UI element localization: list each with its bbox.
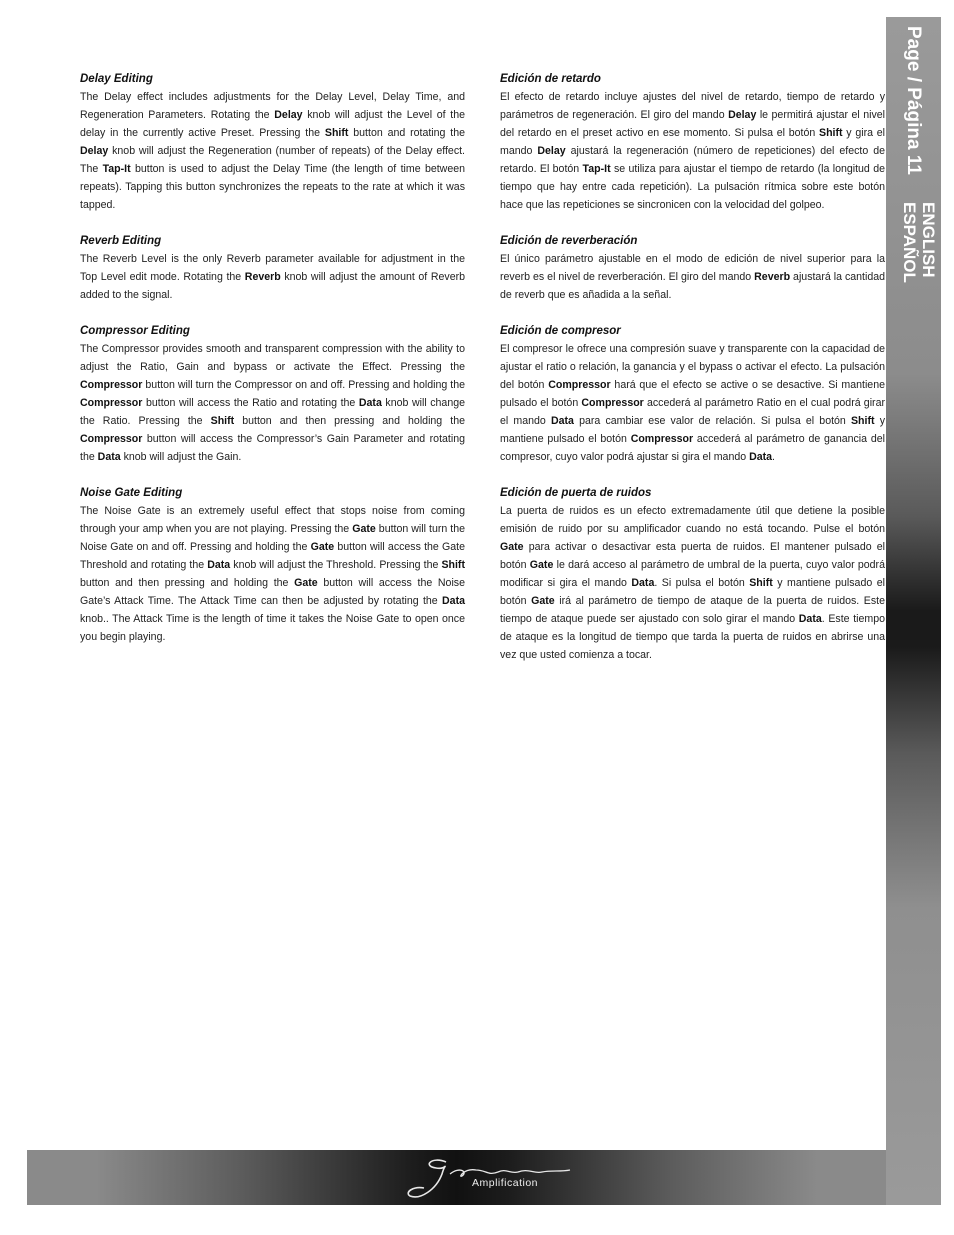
- section-edicion-reverberacion: [500, 232, 885, 304]
- language-labels: [900, 202, 938, 283]
- section-delay-editing: [80, 70, 465, 214]
- footer-bar: [27, 1150, 886, 1205]
- section-noise-gate-editing: [80, 484, 465, 646]
- section-title: Compressor Editing: [80, 325, 190, 337]
- section-body: El único parámetro ajustable en el modo de edición de nivel superior para la reverb es el nivel de reverberación. El giro del mando Reverb ajustará la cantidad de reverb que es añadida a la señal.: [500, 253, 885, 301]
- section-edicion-compresor: [500, 322, 885, 466]
- section-body: La puerta de ruidos es un efecto extremadamente útil que detiene la posible emisión de ruido por su amplificador cuando no está tocando. Pulse el botón Gate para activar o desactivar esta puerta de ruidos. El mantener pulsado el botón Gate le dará acceso al parámetro de umbral de la puerta, cuyo valor podrá modificar si gira el mando Data. Si pulsa el botón Shift y mantiene pulsado el botón Gate irá al parámetro de tiempo de ataque de la puerta de ruidos. Este tiempo de ataque puede ser ajustado con solo girar el mando Data. Este tiempo de ataque es la longitud de tiempo que tarda la puerta de ruidos en abrirse una vez que usted comienza a tocar.: [500, 505, 885, 661]
- section-title: Edición de compresor: [500, 325, 621, 337]
- section-body: The Delay effect includes adjustments for the Delay Level, Delay Time, and Regeneration Parameters. Rotating the Delay knob will adjust the Level of the delay in the currently active Preset. Pressing the Shift button and rotating the Delay knob will adjust the Regeneration (number of repeats) of the Delay effect. The Tap-It button is used to adjust the Delay Time (the length of time between repeats). Tapping this button synchronizes the repeats to the rate at which it was tapped.: [80, 91, 466, 211]
- section-body: El compresor le ofrece una compresión suave y transparente con la capacidad de ajustar el ratio o relación, la ganancia y el bypass o activar el efecto. La pulsación del botón Compressor hará que el efecto se active o se desactive. Si mantiene pulsado el botón Compressor accederá al parámetro Ratio en el cual podrá girar el mando Data para cambiar ese valor de relación. Si pulsa el botón Shift y mantiene pulsado el botón Compressor accederá al parámetro de ganancia del compresor, cuyo valor podrá ajustar si gira el mando Data.: [500, 343, 885, 463]
- english-column: [80, 70, 465, 664]
- amplification-label: Amplification: [472, 1177, 539, 1189]
- section-title: Reverb Editing: [80, 235, 162, 247]
- section-edicion-retardo: [500, 70, 885, 214]
- language-espanol: ESPAÑOL: [900, 202, 919, 283]
- section-title: Noise Gate Editing: [80, 487, 183, 499]
- section-reverb-editing: [80, 232, 465, 304]
- page-sidebar: [886, 17, 941, 1205]
- section-title: Delay Editing: [80, 73, 153, 85]
- section-body: The Compressor provides smooth and transparent compression with the ability to adjust the Ratio, Gain and bypass or activate the Effect. Pressing the Compressor button will turn the Compressor on and off. Pressing and holding the Compressor button will access the Ratio and rotating the Data knob will change the Ratio. Pressing the Shift button and then pressing and holding the Compressor button will access the Compressor’s Gain Parameter and rotating the Data knob will adjust the Gain.: [80, 343, 465, 463]
- page-number-label: Page / Página 11: [903, 26, 924, 175]
- section-body: The Reverb Level is the only Reverb parameter available for adjustment in the Top Level edit mode. Rotating the Reverb knob will adjust the amount of Reverb added to the signal.: [80, 253, 465, 301]
- section-title: Edición de reverberación: [500, 235, 638, 247]
- section-body: El efecto de retardo incluye ajustes del nivel de retardo, tiempo de retardo y parámetros de regeneración. El giro del mando Delay le permitirá ajustar el nivel del retardo en el preset activo en ese momento. Si pulsa el botón Shift y gira el mando Delay ajustará la regeneración (número de repeticiones) del efecto de retardo. El botón Tap-It se utiliza para ajustar el tiempo de retardo (la longitud de tiempo que hay entre cada repetición). La pulsación rítmica sobre este botón hace que las repeticiones se sincronicen con la velocidad del golpeo.: [500, 91, 885, 211]
- section-edicion-puerta-ruidos: [500, 484, 885, 664]
- spanish-column: [500, 70, 885, 682]
- section-compressor-editing: [80, 322, 465, 466]
- section-title: Edición de retardo: [500, 73, 601, 85]
- language-english: ENGLISH: [919, 202, 938, 278]
- section-body: The Noise Gate is an extremely useful effect that stops noise from coming through your amp when you are not playing. Pressing the Gate button will turn the Noise Gate on and off. Pressing and holding the Gate button will access the Gate Threshold and rotating the Data knob will adjust the Threshold. Pressing the Shift button and then pressing and holding the Gate button will access the Noise Gate’s Attack Time. The Attack Time can then be adjusted by rotating the Data knob.. The Attack Time is the length of time it takes the Noise Gate to open once you begin playing.: [80, 505, 465, 643]
- section-title: Edición de puerta de ruidos: [500, 487, 652, 499]
- johnson-logo: [402, 1152, 572, 1204]
